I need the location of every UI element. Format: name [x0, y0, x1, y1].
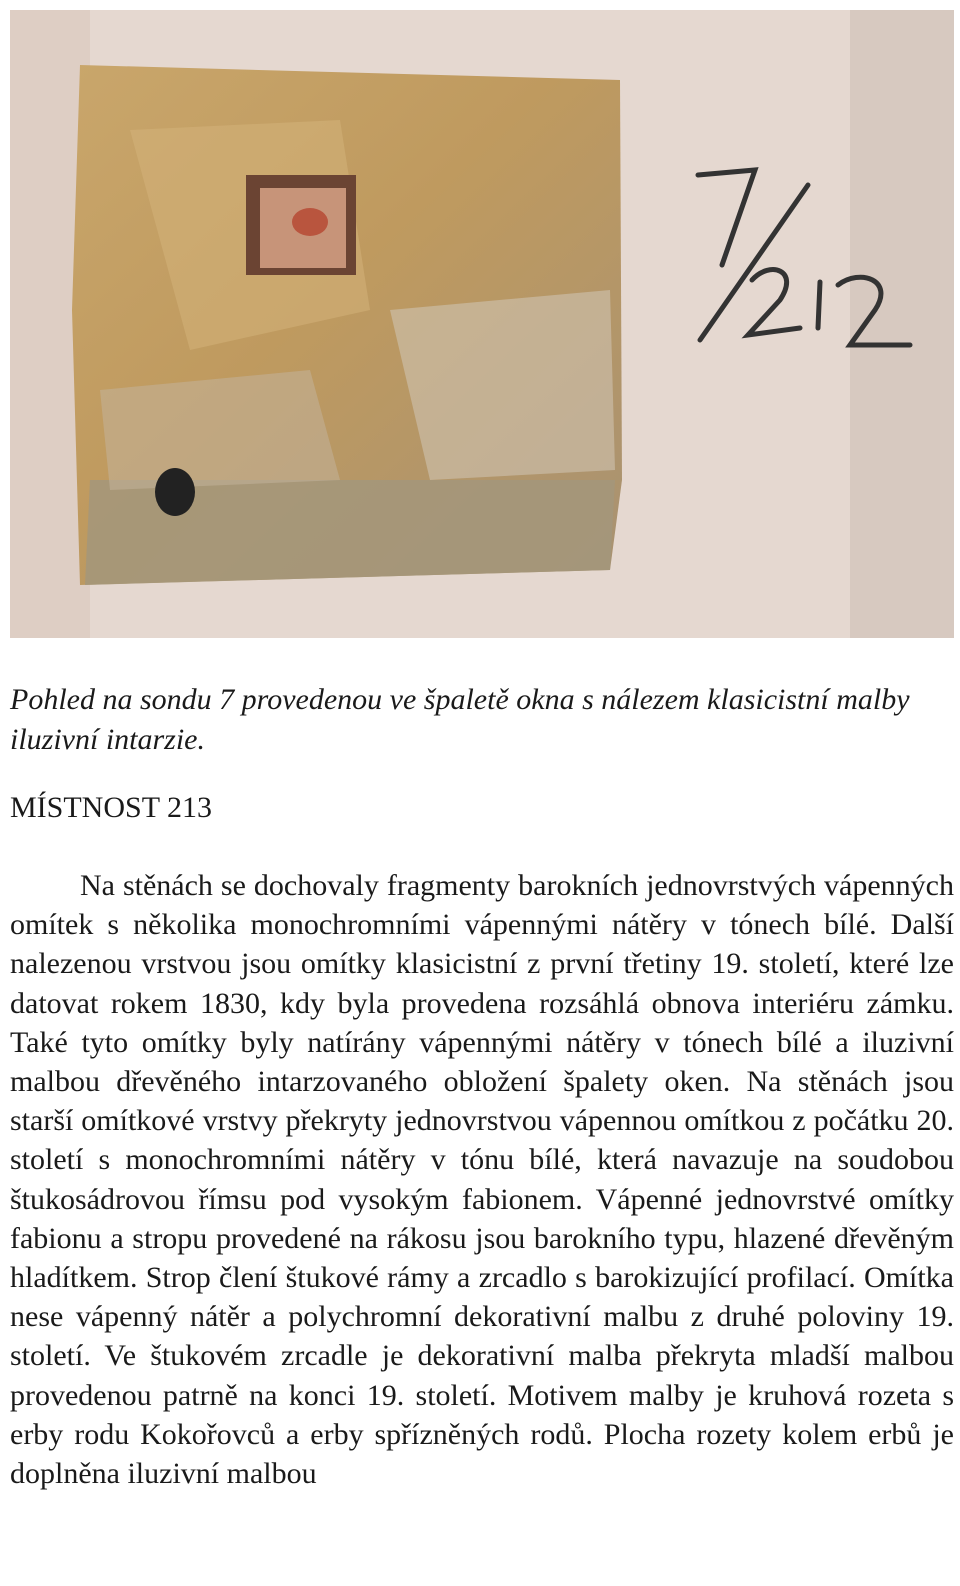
photo-caption: Pohled na sondu 7 provedenou ve špaletě okna s nálezem klasicistní malby iluzivní intarzie.: [10, 683, 910, 756]
plaster-probe-image: [10, 10, 954, 638]
photo-sonda: [10, 10, 954, 638]
section-heading: MÍSTNOST 213: [10, 791, 212, 824]
body-paragraph: Na stěnách se dochovaly fragmenty barokních jednovrstvých vápenných omítek s několika monochromními vápennými nátěry v tónech bílé. Další nalezenou vrstvou jsou omítky klasicistní z první třetiny 19. století, které lze datovat rokem 1830, kdy byla provedena rozsáhlá obnova interiéru zámku. Také tyto omítky byly natírány vápennými nátěry v tónech bílé a iluzivní malbou dřevěného intarzovaného obložení špalety oken. Na stěnách jsou starší omítkové vrstvy překryty jednovrstvou vápennou omítkou z počátku 20. století s monochromními nátěry v tónu bílé, která navazuje na soudobou štukosádrovou římsu pod vysokým fabionem. Vápenné jednovrstvé omítky fabionu a stropu provedené na rákosu jsou barokního typu, hlazené dřevěným hladítkem. Strop člení štukové rámy a zrcadlo s barokizující profilací. Omítka nese vápenný nátěr a polychromní dekorativní malbu z druhé poloviny 19. století. Ve štukovém zrcadle je dekorativní malba překryta mladší malbou provedenou patrně na konci 19. století. Motivem malby je kruhová rozeta s erby rodu Kokořovců a erby spřízněných rodů. Plocha rozety kolem erbů je doplněna iluzivní malbou: [10, 869, 954, 1491]
